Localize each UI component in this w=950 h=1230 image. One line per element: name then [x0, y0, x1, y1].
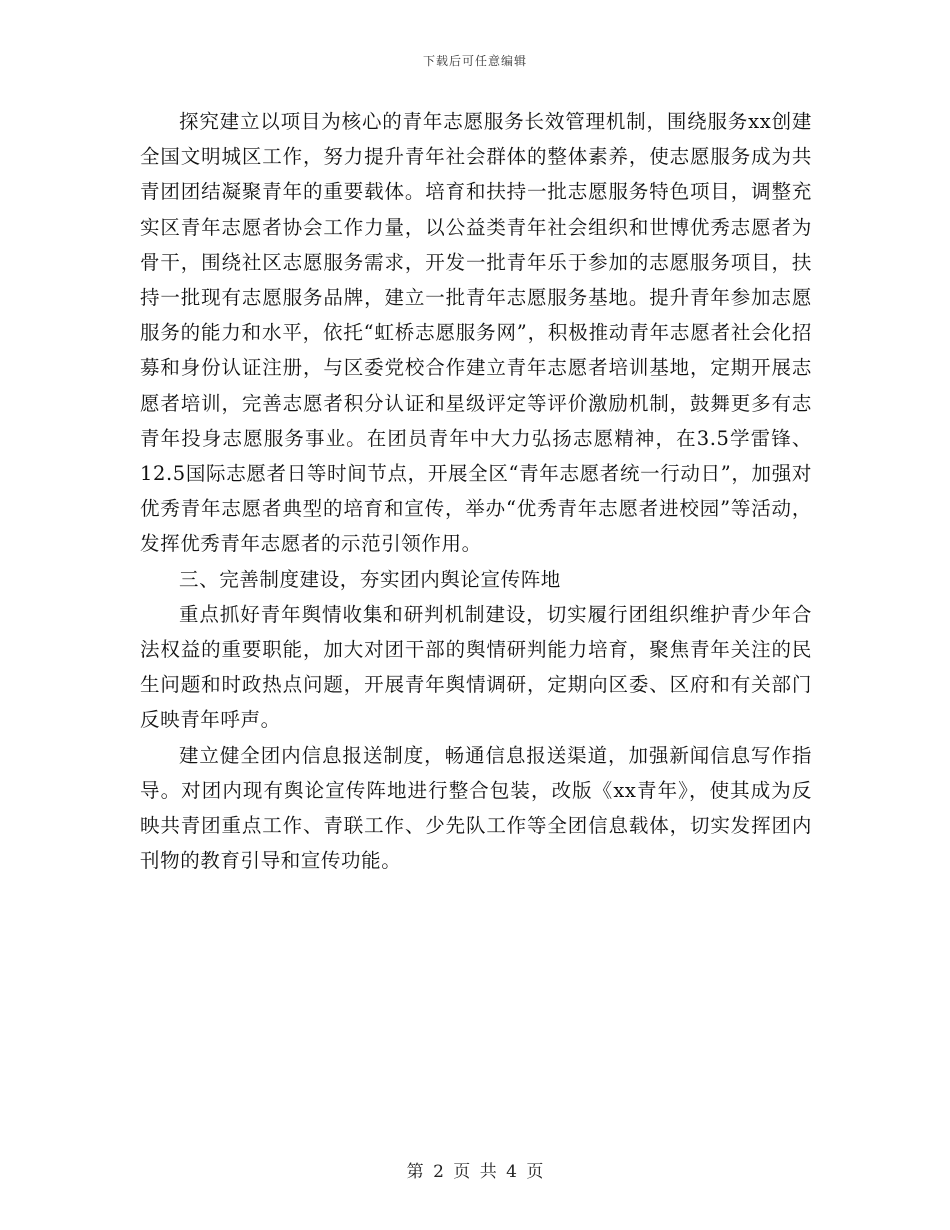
paragraph-public-opinion: 重点抓好青年舆情收集和研判机制建设，切实履行团组织维护青少年合法权益的重要职能，加大对团干部的舆情研判能力培育，聚焦青年关注的民生问题和时政热点问题，开展青年舆情调研，定期向区委、区府和有关部门反映青年呼声。	[140, 602, 812, 732]
page-number: 第 2 页 共 4 页	[406, 1162, 544, 1182]
section-heading-3: 三、完善制度建设，夯实团内舆论宣传阵地	[179, 567, 561, 591]
paragraph-information-reporting: 建立健全团内信息报送制度，畅通信息报送渠道，加强新闻信息写作指导。对团内现有舆论宣传阵地进行整合包装，改版《xx青年》，使其成为反映共青团重点工作、青联工作、少先队工作等全团信息载体，切实发挥团内刊物的教育引导和宣传功能。	[140, 743, 812, 873]
document-body	[140, 104, 812, 878]
header-note: 下载后可任意编辑	[422, 54, 527, 68]
paragraph-volunteer-service: 探究建立以项目为核心的青年志愿服务长效管理机制，围绕服务xx创建全国文明城区工作，努力提升青年社会群体的整体素养，使志愿服务成为共青团团结凝聚青年的重要载体。培育和扶持一批志愿服务特色项目，调整充实区青年志愿者协会工作力量，以公益类青年社会组织和世博优秀志愿者为骨干，围绕社区志愿服务需求，开发一批青年乐于参加的志愿服务项目，扶持一批现有志愿服务品牌，建立一批青年志愿服务基地。提升青年参加志愿服务的能力和水平，依托“虹桥志愿服务网”，积极推动青年志愿者社会化招募和身份认证注册，与区委党校合作建立青年志愿者培训基地，定期开展志愿者培训，完善志愿者积分认证和星级评定等评价激励机制，鼓舞更多有志青年投身志愿服务事业。在团员青年中大力弘扬志愿精神，在3.5学雷锋、12.5国际志愿者日等时间节点，开展全区“青年志愿者统一行动日”，加强对优秀青年志愿者典型的培育和宣传，举办“优秀青年志愿者进校园”等活动，发挥优秀青年志愿者的示范引领作用。	[140, 110, 812, 556]
